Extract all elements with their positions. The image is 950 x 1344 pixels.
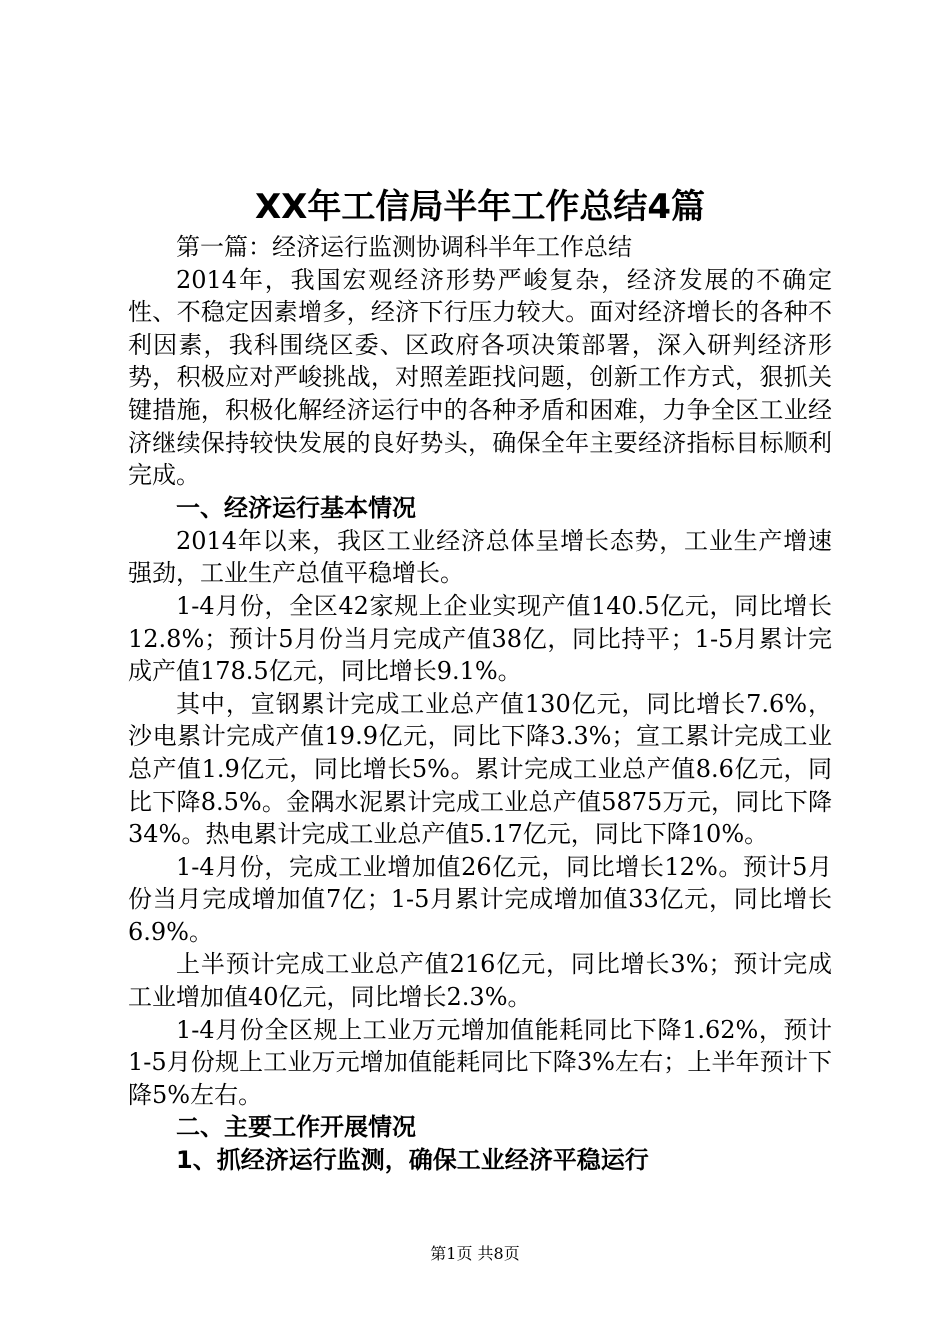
body-paragraph: 1-4月份，完成工业增加值26亿元，同比增长12%。预计5月份当月完成增加值7亿；1-5月累计完成增加值33亿元，同比增长6.9%。 (128, 852, 832, 946)
section-heading: 二、主要工作开展情况 (176, 1113, 416, 1142)
body-paragraph: 上半预计完成工业总产值216亿元，同比增长3%；预计完成工业增加值40亿元，同比增长2.3%。 (128, 950, 832, 1012)
body-paragraph: 其中，宣钢累计完成工业总产值130亿元，同比增长7.6%，沙电累计完成产值19.9亿元，同比下降3.3%；宣工累计完成工业总产值1.9亿元，同比增长5%。累计完成工业总产值8.6亿元，同比下降8.5%。金隅水泥累计完成工业总产值5875万元，同比下降34%。热电累计完成工业总产值5.17亿元，同比下降10%。 (128, 689, 832, 849)
document-title: XX年工信局半年工作总结4篇 (254, 187, 706, 227)
body-paragraph: 1-4月份全区规上工业万元增加值能耗同比下降1.62%，预计1-5月份规上工业万元增加值能耗同比下降3%左右；上半年预计下降5%左右。 (128, 1015, 832, 1109)
document-body (128, 183, 832, 1177)
body-paragraph: 1-4月份，全区42家规上企业实现产值140.5亿元，同比增长12.8%；预计5月份当月完成产值38亿，同比持平；1-5月累计完成产值178.5亿元，同比增长9.1%。 (128, 591, 832, 686)
section-heading: 1、抓经济运行监测，确保工业经济平稳运行 (176, 1146, 649, 1175)
body-paragraph: 2014年，我国宏观经济形势严峻复杂，经济发展的不确定性、不稳定因素增多，经济下行压力较大。面对经济增长的各种不利因素，我科围绕区委、区政府各项决策部署，深入研判经济形势，积极应对严峻挑战，对照差距找问题，创新工作方式，狠抓关键措施，积极化解经济运行中的各种矛盾和困难，力争全区工业经济继续保持较快发展的良好势头，确保全年主要经济指标目标顺利完成。 (128, 265, 832, 490)
page-footer: 第1页 共8页 (430, 1244, 520, 1263)
document-subtitle: 第一篇：经济运行监测协调科半年工作总结 (176, 233, 632, 261)
document-blocks (128, 264, 832, 1178)
section-heading: 一、经济运行基本情况 (176, 493, 416, 522)
body-paragraph: 2014年以来，我区工业经济总体呈增长态势，工业生产增速强劲，工业生产总值平稳增长。 (128, 526, 832, 588)
